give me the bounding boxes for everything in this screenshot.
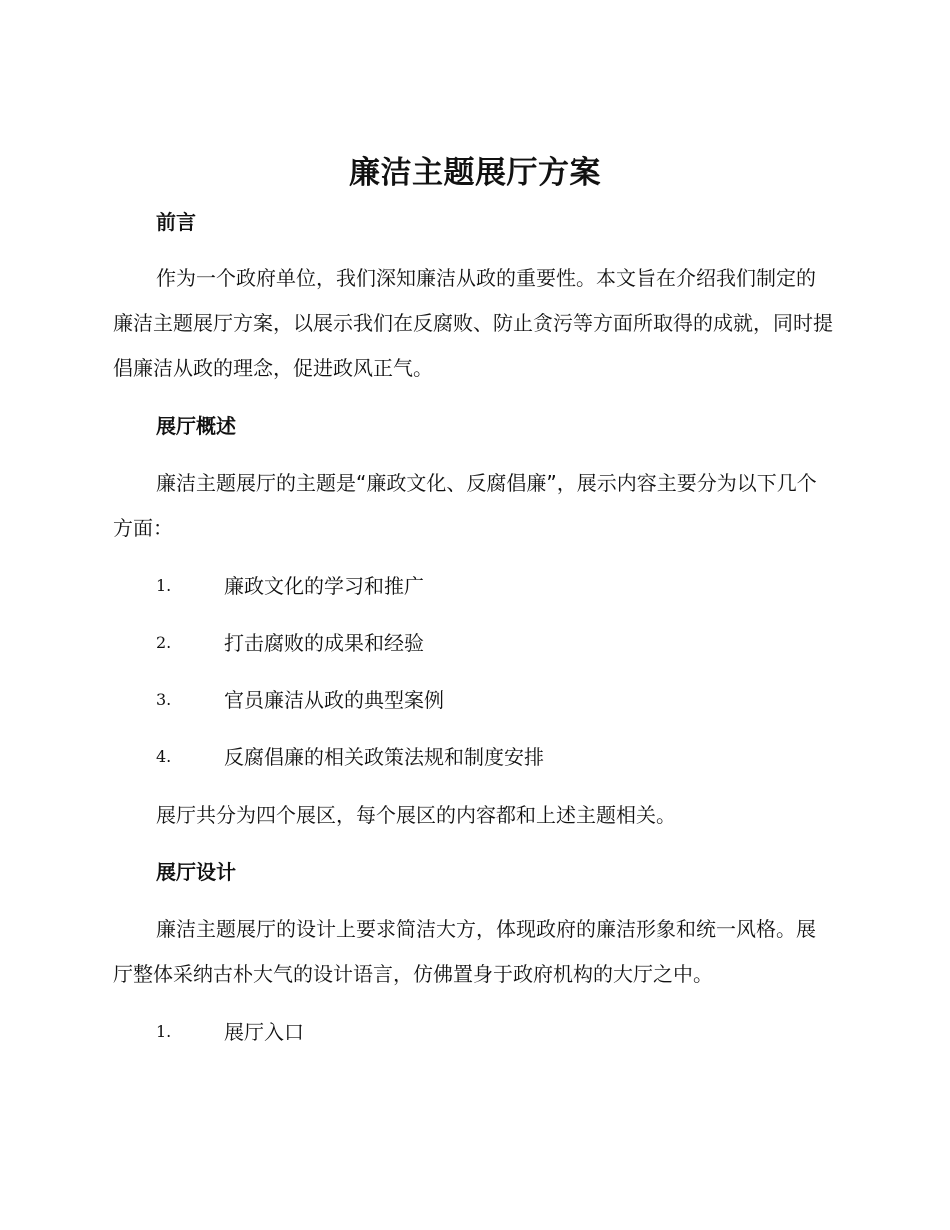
section-heading-design: 展厅设计 (156, 860, 236, 884)
list-number: 1. (156, 1022, 172, 1041)
list-text: 反腐倡廉的相关政策法规和制度安排 (224, 745, 544, 769)
list-number: 3. (156, 690, 172, 709)
list-text: 廉政文化的学习和推广 (224, 574, 424, 598)
list-number: 4. (156, 747, 172, 766)
list-text: 打击腐败的成果和经验 (224, 631, 424, 655)
list-text: 展厅入口 (224, 1020, 304, 1044)
overview-closing: 展厅共分为四个展区，每个展区的内容都和上述主题相关。 (156, 803, 676, 827)
design-paragraph: 廉洁主题展厅的设计上要求简洁大方，体现政府的廉洁形象和统一风格。展厅整体采纳古朴大气的设计语言，仿佛置身于政府机构的大厅之中。 (113, 917, 816, 986)
list-number: 1. (156, 576, 172, 595)
list-text: 官员廉洁从政的典型案例 (224, 688, 444, 712)
section-heading-overview: 展厅概述 (156, 414, 236, 438)
preface-paragraph: 作为一个政府单位，我们深知廉洁从政的重要性。本文旨在介绍我们制定的廉洁主题展厅方案，以展示我们在反腐败、防止贪污等方面所取得的成就，同时提倡廉洁从政的理念，促进政风正气。 (113, 266, 833, 380)
section-heading-preface: 前言 (156, 210, 196, 234)
overview-paragraph: 廉洁主题展厅的主题是“廉政文化、反腐倡廉”，展示内容主要分为以下几个方面： (113, 471, 817, 540)
document-title: 廉洁主题展厅方案 (349, 155, 601, 191)
list-number: 2. (156, 633, 172, 652)
